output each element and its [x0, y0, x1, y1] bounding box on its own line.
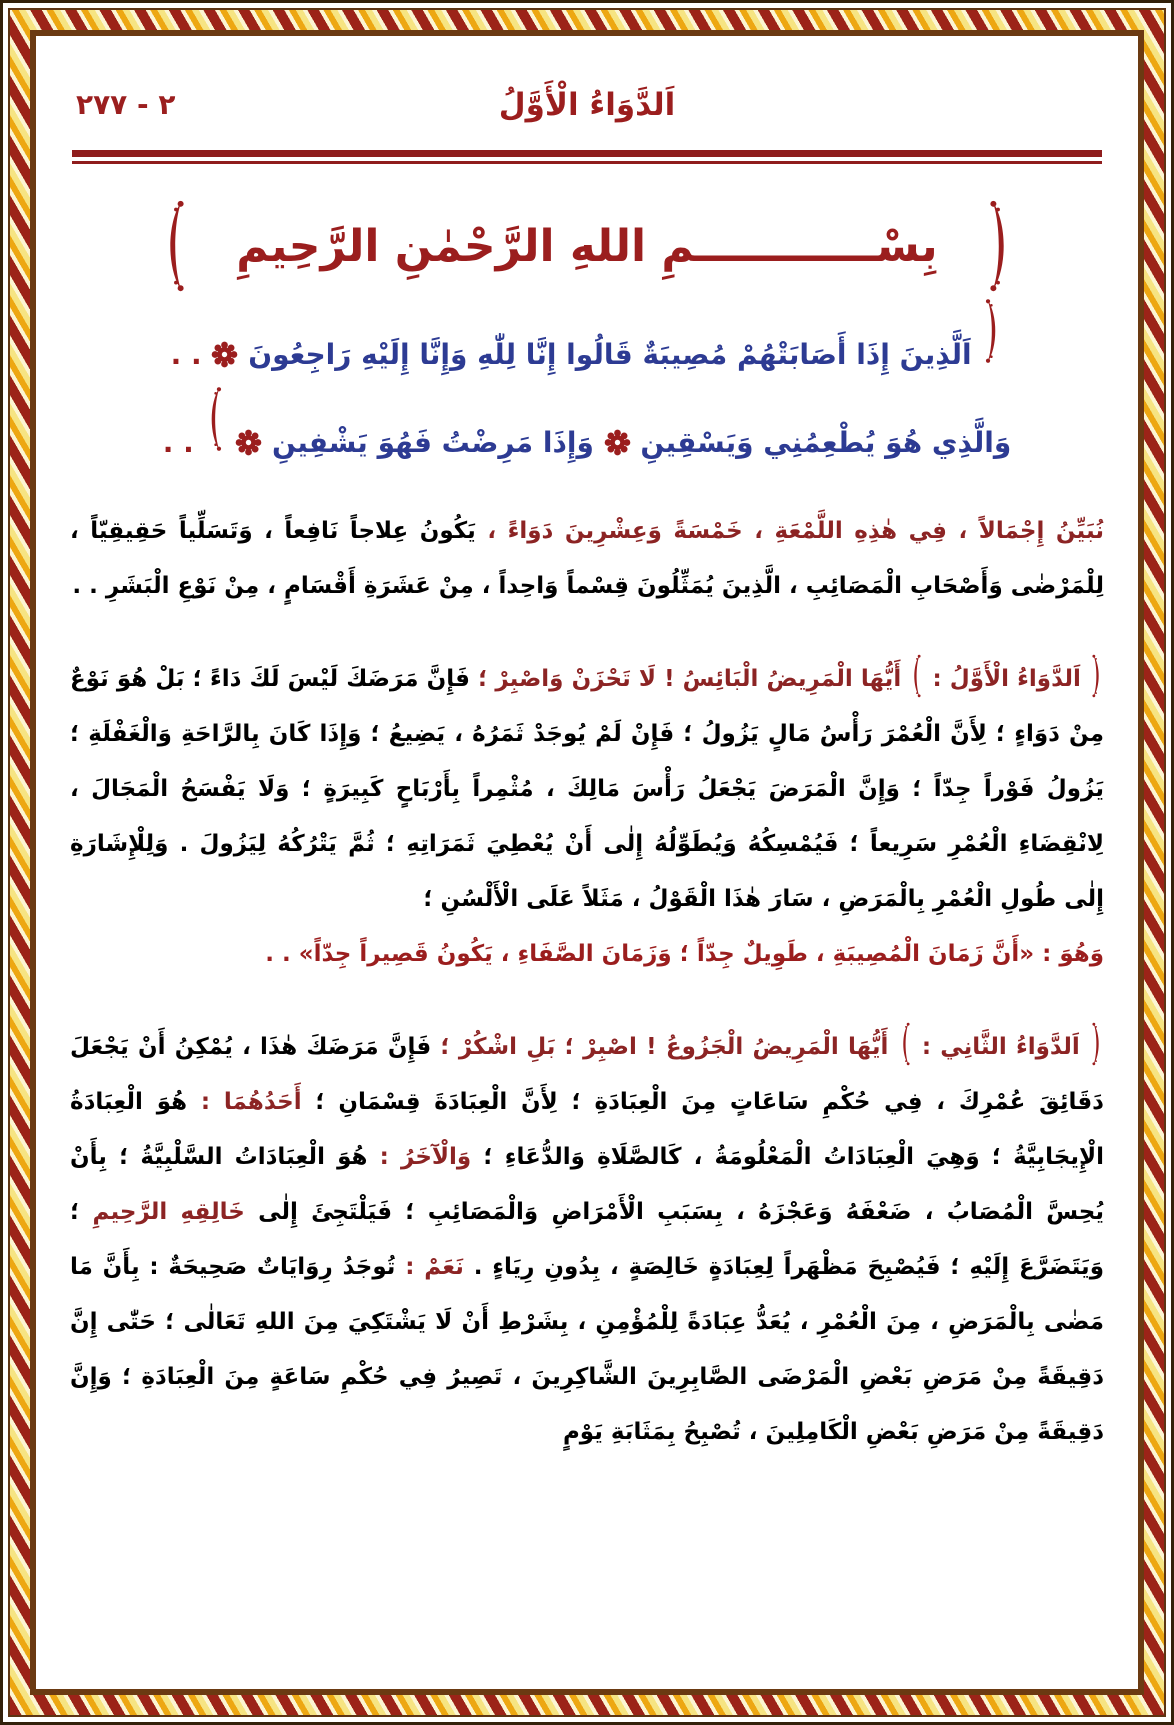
page-number: ٢ - ٢٧٧	[76, 88, 176, 121]
verse-1-text: اَلَّذِينَ إِذَا أَصَابَتْهُمْ مُصِيبَةٌ قَالُوا إِنَّا لِلّٰهِ وَإِنَّا إِلَيْهِ رَاجِعُونَ	[248, 338, 972, 371]
page-content	[36, 36, 1138, 1689]
remedy-2-label: اَلدَّوَاءُ الثَّانِي :	[921, 1034, 1080, 1060]
rub-el-hizb-rosette-icon	[604, 429, 631, 456]
remedy-2-other-label: وَالْآخَرُ :	[379, 1144, 472, 1170]
page-header	[70, 76, 1104, 134]
intro-body-text: يَكُونُ عِلاجاً نَافِعاً ، وَتَسَلِّياً حَقِيقِيّاً ، لِلْمَرْضٰى وَأَصْحَابِ الْمَصَائِبِ ، الَّذِينَ يُمَثِّلُونَ قِسْماً وَاحِداً ، مِنْ عَشَرَةِ أَقْسَامٍ ، مِنْ نَوْعِ الْبَشَرِ . .	[70, 518, 1104, 599]
verse-2-text-a: وَالَّذِي هُوَ يُطْعِمُنِي وَيَسْقِينِ	[640, 426, 1012, 459]
verse-2-text-b: وَإِذَا مَرِضْتُ فَهُوَ يَشْفِينِ	[272, 426, 594, 459]
remedy-2-one-label: أَحَدُهُمَا :	[200, 1089, 302, 1115]
remedy-1-proverb: وَهُوَ : «أَنَّ زَمَانَ الْمُصِيبَةِ ، طَوِيلٌ جِدّاً ؛ وَزَمَانَ الصَّفَاءِ ، يَكُونُ قَصِيراً جِدّاً» . .	[265, 941, 1104, 967]
verse-2-dots: . .	[162, 426, 194, 459]
rub-el-hizb-rosette-icon	[211, 341, 238, 368]
remedy-2-body-1: فَإِنَّ مَرَضَكَ هٰذَا ، يُمْكِنُ أَنْ يَجْعَلَ دَقَائِقَ عُمْرِكَ ، فِي حُكْمِ سَاعَاتٍ مِنَ الْعِبَادَةِ ؛ لِأَنَّ الْعِبَادَةَ قِسْمَانِ ؛	[70, 1034, 1104, 1115]
ornate-bracket-left-icon	[160, 198, 190, 294]
quran-verse-line-1	[70, 298, 1104, 386]
verse-open-bracket-icon	[981, 298, 1003, 364]
intro-paragraph	[70, 504, 1104, 614]
header-divider	[72, 150, 1102, 164]
remedy-1-label: اَلدَّوَاءُ الْأَوَّلُ :	[932, 666, 1081, 692]
ornate-bracket-right-icon	[984, 198, 1014, 294]
page-title: اَلدَّوَاءُ الْأَوَّلُ	[498, 87, 676, 123]
remedy-2-body-5: تُوجَدُ رِوَايَاتٌ صَحِيحَةٌ : بِأَنَّ مَا مَضٰى بِالْمَرَضِ ، مِنَ الْعُمْرِ ، يُعَدُّ عِبَادَةً لِلْمُؤْمِنِ ، بِشَرْطِ أَنْ لَا يَشْتَكِيَ مِنَ اللهِ تَعَالٰى ؛ حَتّٰى إِنَّ دَقِيقَةً مِنْ مَرَضِ بَعْضِ الْمَرْضَى الصَّابِرِينَ الشَّاكِرِينَ ، تَصِيرُ فِي حُكْمِ سَاعَةٍ مِنَ الْعِبَادَةِ ؛ وَإِنَّ دَقِيقَةً مِنْ مَرَضِ بَعْضِ الْكَامِلِينَ ، تُصْبِحُ بِمَثَابَةِ يَوْمٍ	[70, 1254, 1104, 1445]
remedy-2-bracket-right-icon	[1089, 1022, 1104, 1066]
quran-verse-line-2	[70, 386, 1104, 474]
verse-1-dots: . .	[170, 338, 202, 371]
basmala-text: بِسْــــــــــــمِ اللهِ الرَّحْمٰنِ الرَّحِيمِ	[236, 220, 938, 272]
verse-close-bracket-icon	[204, 386, 226, 452]
intro-lead-red: نُبَيِّنُ إِجْمَالاً ، فِي هٰذِهِ اللَّمْعَةِ ، خَمْسَةً وَعِشْرِينَ دَوَاءً ،	[487, 518, 1104, 544]
divider-rule-thick	[72, 150, 1102, 157]
remedy-2-body-4: ؛ وَيَتَضَرَّعَ إِلَيْهِ ؛ فَيُصْبِحَ مَظْهَراً لِعِبَادَةٍ خَالِصَةٍ ، بِدُونِ رِيَاءٍ .	[70, 1199, 1104, 1280]
remedy-1-paragraph	[70, 652, 1104, 927]
remedy-1-bracket-left-icon	[909, 654, 924, 698]
remedy-2-body-3: هُوَ الْعِبَادَاتُ السَّلْبِيَّةُ ؛ بِأَنْ يُحِسَّ الْمُصَابُ ، ضَعْفَهُ وَعَجْزَهُ ، بِسَبَبِ الْأَمْرَاضِ وَالْمَصَائِبِ ؛ فَيَلْتَجِئَ إِلٰى	[70, 1144, 1105, 1225]
remedy-1-body: فَإِنَّ مَرَضَكَ لَيْسَ لَكَ دَاءً ؛ بَلْ هُوَ نَوْعٌ مِنْ دَوَاءٍ ؛ لِأَنَّ الْعُمْرَ رَأْسُ مَالٍ يَزُولُ ؛ فَإِنْ لَمْ يُوجَدْ ثَمَرُهُ ، يَضِيعُ ؛ وَإِذَا كَانَ بِالرَّاحَةِ وَالْغَفْلَةِ ؛ يَزُولُ فَوْراً جِدّاً ؛ وَإِنَّ الْمَرَضَ يَجْعَلُ رَأْسَ مَالِكَ ، مُثْمِراً بِأَرْبَاحٍ كَبِيرَةٍ ؛ وَلَا يَفْسَحُ الْمَجَالَ ، لِانْقِضَاءِ الْعُمْرِ سَرِيعاً ؛ فَيُمْسِكُهُ وَيُطَوِّلُهُ إِلٰى أَنْ يُعْطِيَ ثَمَرَاتِهِ ؛ ثُمَّ يَتْرُكُهُ لِيَزُولَ . وَلِلْإِشَارَةِ إِلٰى طُولِ الْعُمْرِ بِالْمَرَضِ ، سَارَ هٰذَا الْقَوْلُ ، مَثَلاً عَلَى الْأَلْسُنِ ؛	[70, 666, 1104, 912]
rub-el-hizb-rosette-icon	[235, 429, 262, 456]
remedy-1-address: أَيُّهَا الْمَرِيضُ الْبَائِسُ ! لَا تَحْزَنْ وَاصْبِرْ ؛	[478, 666, 902, 692]
remedy-2-bracket-left-icon	[898, 1022, 913, 1066]
remedy-2-body-2: هُوَ الْعِبَادَةُ الْإِيجَابِيَّةُ ؛ وَهِيَ الْعِبَادَاتُ الْمَعْلُومَةُ ، كَالصَّلَاةِ وَالدُّعَاءِ ؛	[70, 1089, 1104, 1170]
remedy-2-creator-highlight: خَالِقِهِ الرَّحِيمِ	[92, 1199, 245, 1225]
basmala-block	[70, 194, 1104, 298]
remedy-1-bracket-right-icon	[1089, 654, 1104, 698]
remedy-2-yes-label: نَعَمْ :	[405, 1254, 464, 1280]
divider-rule-thin	[72, 161, 1102, 164]
remedy-2-paragraph	[70, 1020, 1104, 1460]
remedy-2-address: أَيُّهَا الْمَرِيضُ الْجَزُوعُ ! اصْبِرْ ؛ بَلِ اشْكُرْ ؛	[440, 1034, 889, 1060]
